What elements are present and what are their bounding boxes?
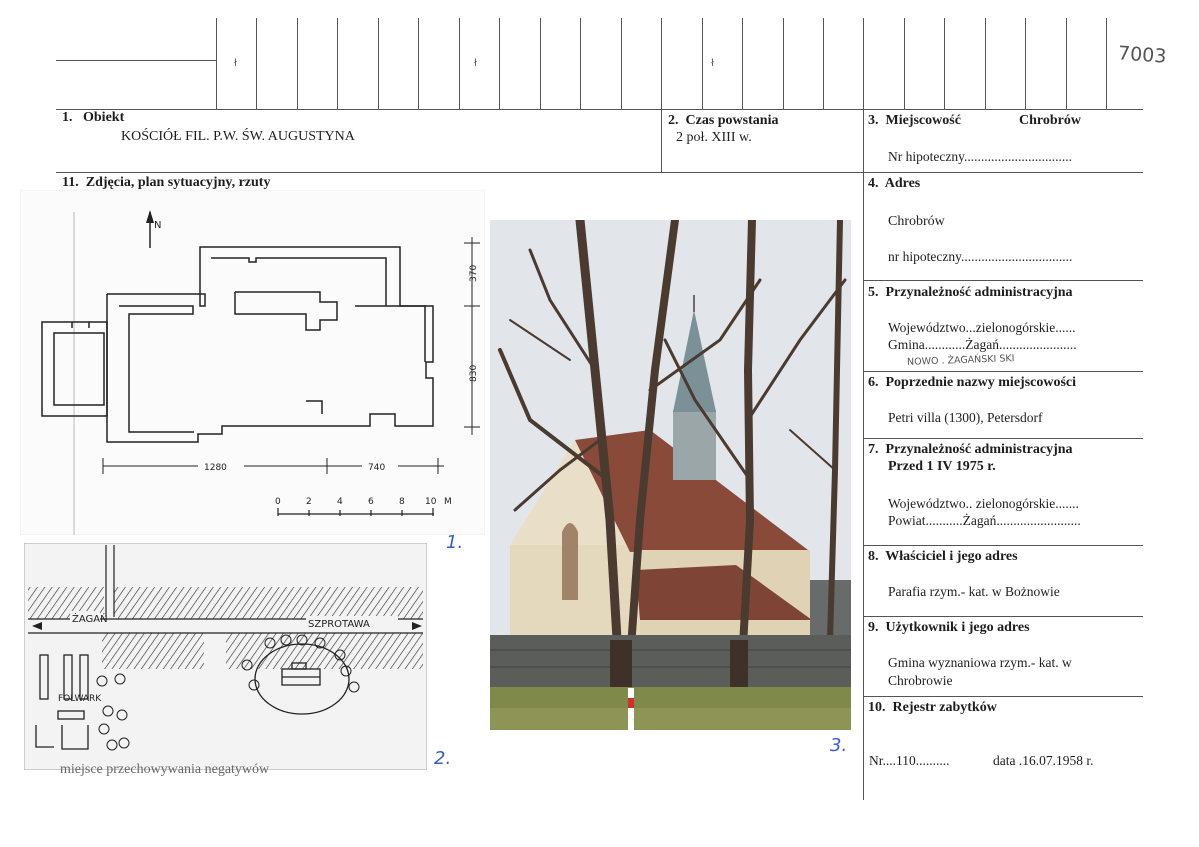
field-czas-label: 2. Czas powstania [668,113,779,128]
map-label-folwark: FOLWARK [58,694,102,704]
field-adres-label: 4. Adres [868,176,921,191]
field-poprzednie-label: 6. Poprzednie nazwy miejscowości [868,375,1077,390]
scale-10: 10 [425,497,437,507]
dim-1280: 1280 [204,463,227,473]
figure-number-2: 2. [434,748,452,769]
field-przed1975-label2: Przed 1 IV 1975 r. [888,459,996,474]
scale-2: 2 [306,497,312,507]
field-miejscowosc-value: Chrobrów [1019,113,1081,128]
scale-4: 4 [337,497,343,507]
scale-0: 0 [275,497,281,507]
footer-text: miejsce przechowywania negatywów [60,762,270,777]
catalog-number: 7003 [1117,42,1168,68]
figure-number-1: 1. [446,532,464,553]
field-przed1975-label: 7. Przynależność administracyjna [868,442,1073,457]
figure-number-3: 3. [830,735,848,756]
field-wlasciciel-value: Parafia rzym.- kat. w Bożnowie [888,584,1060,599]
field-obiekt-value: KOŚCIÓŁ FIL. P.W. ŚW. AUGUSTYNA [121,129,355,144]
rule-section-11 [56,172,1143,173]
field-powiat-1975: Powiat...........Żagań......................... [888,513,1081,528]
field-wlasciciel-label: 8. Właściciel i jego adres [868,549,1018,564]
field-rejestr-nr: Nr....110.......... [869,753,950,768]
scale-8: 8 [399,497,405,507]
north-label: N [154,220,162,231]
field-miejscowosc-hipo: Nr hipoteczny................................ [888,149,1072,164]
field-rejestr-label: 10. Rejestr zabytków [868,700,997,715]
field-przynaleznosc-label: 5. Przynależność administracyjna [868,285,1073,300]
scale-6: 6 [368,497,374,507]
map-label-zagan: ŻAGAŃ [72,614,108,625]
field-gmina: Gmina............Żagań....................... [888,337,1077,352]
site-map-figure [24,543,427,770]
rule-top [56,109,1143,110]
dim-370: 370 [469,264,479,282]
field-miejscowosc-label: 3. Miejscowość [868,113,961,128]
map-label-szprotawa: SZPROTAWA [308,619,370,630]
field-uzytkownik-line1: Gmina wyznaniowa rzym.- kat. w [888,655,1072,670]
field-zdjecia-label: 11. Zdjęcia, plan sytuacyjny, rzuty [62,175,271,190]
field-obiekt-label: 1. Obiekt [62,110,125,125]
church-photograph [490,220,851,730]
handwritten-note: NOWO . ŻAGAŃSKI SKI [906,353,1015,368]
field-uzytkownik-label: 9. Użytkownik i jego adres [868,620,1030,635]
divider-czas [661,109,662,172]
dim-830: 830 [469,364,479,382]
field-wojewodztwo-1975: Województwo.. zielonogórskie....... [888,496,1079,511]
field-uzytkownik-line2: Chrobrowie [888,673,953,688]
field-adres-value: Chrobrów [888,214,945,229]
field-wojewodztwo: Województwo...zielonogórskie...... [888,320,1076,335]
field-rejestr-data: data .16.07.1958 r. [993,753,1094,768]
field-czas-value: 2 poł. XIII w. [676,130,752,145]
floor-plan-figure [20,190,485,535]
field-poprzednie-value: Petri villa (1300), Petersdorf [888,410,1043,425]
scale-unit: M [444,497,452,507]
dim-740: 740 [368,463,386,473]
field-adres-hipo: nr hipoteczny................................. [888,249,1073,264]
